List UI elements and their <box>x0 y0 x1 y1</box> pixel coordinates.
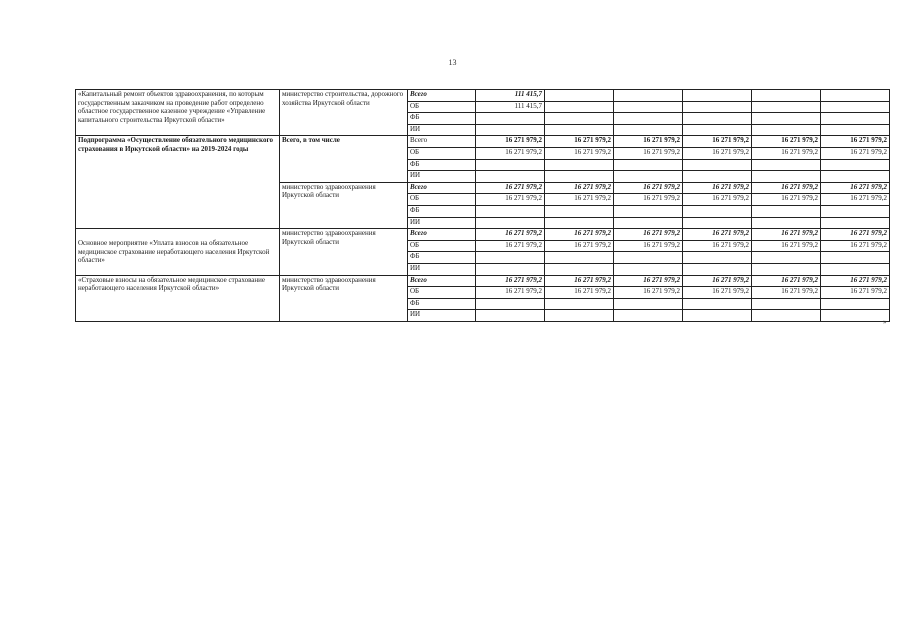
value-cell: 111 415,7 <box>476 90 545 102</box>
value-cell: 16 271 979,2 <box>476 240 545 252</box>
value-cell: 16 271 979,2 <box>683 240 752 252</box>
value-cell: 16 271 979,2 <box>752 240 821 252</box>
value-cell: 16 271 979,2 <box>614 240 683 252</box>
value-cell: 16 271 979,2 <box>752 136 821 148</box>
source-label: ОБ <box>408 101 476 113</box>
source-label: ИИ <box>408 171 476 183</box>
value-cell: 16 271 979,2 <box>614 287 683 299</box>
value-cell: 16 271 979,2 <box>614 182 683 194</box>
source-label: ОБ <box>408 240 476 252</box>
source-label: Всего <box>408 182 476 194</box>
source-label: ОБ <box>408 194 476 206</box>
value-cell: 16 271 979,2 <box>476 136 545 148</box>
value-cell: 16 271 979,2 <box>476 182 545 194</box>
value-cell: 16 271 979,2 <box>476 287 545 299</box>
value-cell: 16 271 979,2 <box>821 194 890 206</box>
value-cell: 16 271 979,2 <box>821 287 890 299</box>
value-cell: 16 271 979,2 <box>752 229 821 241</box>
source-label: ИИ <box>408 263 476 275</box>
source-label: ФБ <box>408 205 476 217</box>
value-cell: 16 271 979,2 <box>683 136 752 148</box>
value-cell: 111 415,7 <box>476 101 545 113</box>
source-label: ИИ <box>408 310 476 322</box>
value-cell: 16 271 979,2 <box>821 229 890 241</box>
source-label: Всего <box>408 275 476 287</box>
value-cell: 16 271 979,2 <box>752 275 821 287</box>
source-label: Всего <box>408 90 476 102</box>
value-cell: 16 271 979,2 <box>614 194 683 206</box>
table-row <box>76 275 890 287</box>
value-cell: 16 271 979,2 <box>752 194 821 206</box>
executor-name: министерство строительства, дорожного хозяйства Иркутской области <box>280 90 408 136</box>
closing-quote-mark: » <box>883 318 887 326</box>
page-number: 13 <box>448 58 457 67</box>
value-cell: 16 271 979,2 <box>545 136 614 148</box>
value-cell: 16 271 979,2 <box>545 182 614 194</box>
subprogram-name: Подпрограмма «Осуществление обязательного медицинского страхования в Иркутской области» на 2019-2024 годы <box>76 136 280 229</box>
activity-name: «Страховые взносы на обязательное медицинское страхование неработающего населения Иркутской области» <box>76 275 280 321</box>
value-cell: 16 271 979,2 <box>752 182 821 194</box>
source-label: ФБ <box>408 113 476 125</box>
value-cell: 16 271 979,2 <box>545 194 614 206</box>
table-row <box>76 136 890 148</box>
value-cell: 16 271 979,2 <box>683 229 752 241</box>
value-cell: 16 271 979,2 <box>545 275 614 287</box>
source-label: ОБ <box>408 287 476 299</box>
executor-name: министерство здравоохранения Иркутской области <box>280 275 408 321</box>
value-cell: 16 271 979,2 <box>545 240 614 252</box>
source-label: ФБ <box>408 252 476 264</box>
source-label: ОБ <box>408 147 476 159</box>
value-cell: 16 271 979,2 <box>545 287 614 299</box>
source-label: ИИ <box>408 217 476 229</box>
budget-table <box>75 89 890 322</box>
value-cell: 16 271 979,2 <box>683 287 752 299</box>
value-cell: 16 271 979,2 <box>752 147 821 159</box>
value-cell: 16 271 979,2 <box>821 182 890 194</box>
value-cell: 16 271 979,2 <box>614 275 683 287</box>
value-cell: 16 271 979,2 <box>476 275 545 287</box>
table-row <box>76 229 890 241</box>
value-cell: 16 271 979,2 <box>752 287 821 299</box>
value-cell: 16 271 979,2 <box>545 147 614 159</box>
value-cell: 16 271 979,2 <box>683 182 752 194</box>
main-activity-name: Основное мероприятие «Уплата взносов на обязательное медицинское страхование неработающего населения Иркутской области» <box>76 229 280 275</box>
value-cell: 16 271 979,2 <box>821 147 890 159</box>
value-cell: 16 271 979,2 <box>821 240 890 252</box>
executor-name: Всего, в том числе <box>280 136 408 182</box>
value-cell: 16 271 979,2 <box>614 136 683 148</box>
value-cell: 16 271 979,2 <box>683 275 752 287</box>
value-cell: 16 271 979,2 <box>821 136 890 148</box>
source-label: ИИ <box>408 124 476 136</box>
value-cell: 16 271 979,2 <box>683 147 752 159</box>
source-label: ФБ <box>408 159 476 171</box>
value-cell: 16 271 979,2 <box>614 147 683 159</box>
value-cell: 16 271 979,2 <box>545 229 614 241</box>
executor-name: министерство здравоохранения Иркутской области <box>280 182 408 228</box>
source-label: Всего <box>408 136 476 148</box>
value-cell: 16 271 979,2 <box>476 147 545 159</box>
source-label: Всего <box>408 229 476 241</box>
value-cell: 16 271 979,2 <box>821 275 890 287</box>
source-label: ФБ <box>408 298 476 310</box>
value-cell: 16 271 979,2 <box>476 194 545 206</box>
value-cell: 16 271 979,2 <box>476 229 545 241</box>
value-cell: 16 271 979,2 <box>683 194 752 206</box>
value-cell: 16 271 979,2 <box>614 229 683 241</box>
program-name: «Капитальный ремонт объектов здравоохранения, по которым государственным заказчиком на проведение работ определено областное государственное казенное учреждение «Управление капитального строительства Иркутской области» <box>76 90 280 136</box>
table-row <box>76 90 890 102</box>
executor-name: министерство здравоохранения Иркутской области <box>280 229 408 275</box>
